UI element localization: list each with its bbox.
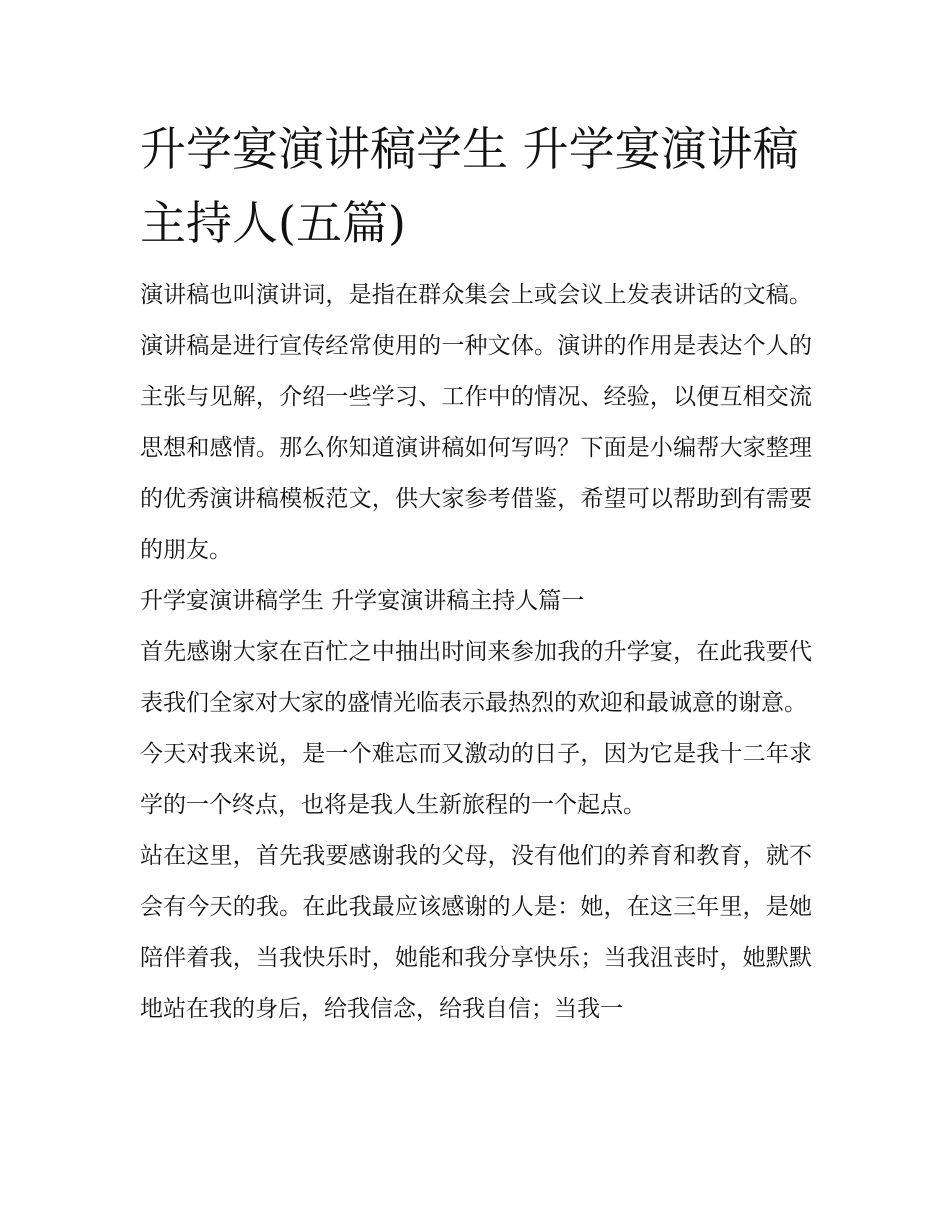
document-page xyxy=(140,112,812,1035)
body-paragraph: 首先感谢大家在百忙之中抽出时间来参加我的升学宴，在此我要代表我们全家对大家的盛情光临表示最热烈的欢迎和最诚意的谢意。 xyxy=(140,639,812,716)
body-paragraph: 站在这里，首先我要感谢我的父母，没有他们的养育和教育，就不会有今天的我。在此我最应该感谢的人是：她，在这三年里，是她陪伴着我，当我快乐时，她能和我分享快乐；当我沮丧时，她默默地站在我的身后，给我信念，给我自信；当我一 xyxy=(140,843,812,1022)
body-paragraph: 今天对我来说，是一个难忘而又激动的日子，因为它是我十二年求学的一个终点，也将是我人生新旅程的一个起点。 xyxy=(140,741,812,818)
document-title: 升学宴演讲稿学生 升学宴演讲稿主持人(五篇) xyxy=(140,122,799,250)
section-heading: 升学宴演讲稿学生 升学宴演讲稿主持人篇一 xyxy=(140,588,585,614)
intro-paragraph: 演讲稿也叫演讲词，是指在群众集会上或会议上发表讲话的文稿。演讲稿是进行宣传经常使用的一种文体。演讲的作用是表达个人的主张与见解，介绍一些学习、工作中的情况、经验，以便互相交流思想和感情。那么你知道演讲稿如何写吗？下面是小编帮大家整理的优秀演讲稿模板范文，供大家参考借鉴，希望可以帮助到有需要的朋友。 xyxy=(140,282,812,563)
